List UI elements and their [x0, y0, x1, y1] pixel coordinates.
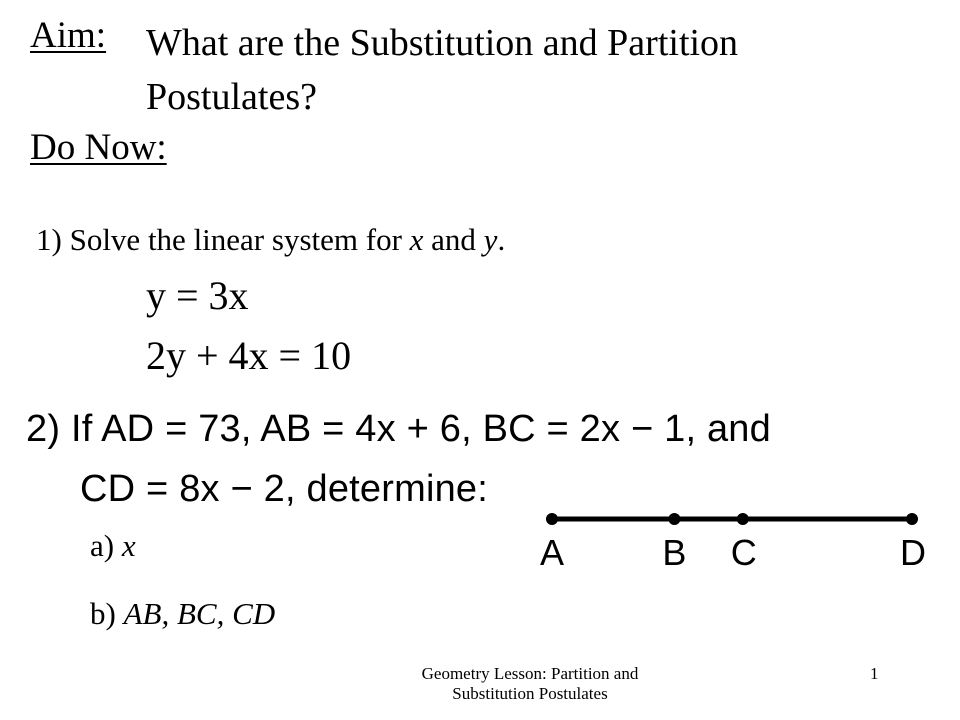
point-b [668, 513, 680, 525]
question-1-var-x: x [409, 222, 424, 257]
point-label-b: B [662, 532, 687, 573]
part-a-label: a) [90, 528, 115, 563]
equation-2: 2y + 4x = 10 [146, 333, 352, 378]
point-a [546, 513, 558, 525]
point-d [906, 513, 918, 525]
question-1-var-y: y [483, 222, 498, 257]
do-now-label: Do Now: [30, 127, 167, 168]
question-1-number: 1) [36, 222, 62, 257]
aim-question-line1: What are the Substitution and Partition [146, 22, 739, 64]
part-a-value: x [121, 528, 136, 563]
point-label-a: A [540, 532, 565, 573]
aim-question-line2: Postulates? [146, 76, 317, 118]
page-number: 1 [870, 664, 879, 683]
point-label-c: C [730, 532, 757, 573]
point-c [737, 513, 749, 525]
question-2-line1: 2) If AD = 73, AB = 4x + 6, BC = 2x − 1, and [26, 408, 771, 450]
footer-title: Geometry Lesson: Partition and Substitution Postulates [421, 664, 639, 703]
point-label-d: D [900, 532, 926, 573]
question-1-text: Solve the linear system for [69, 222, 402, 257]
part-b-value: AB, BC, CD [123, 596, 276, 631]
aim-label: Aim: [30, 15, 107, 56]
question-2-line2: CD = 8x − 2, determine: [80, 468, 489, 510]
equation-1: y = 3x [146, 273, 249, 318]
part-b-label: b) [90, 596, 116, 631]
question-1-period: . [497, 222, 506, 257]
question-1-and: and [431, 222, 476, 257]
